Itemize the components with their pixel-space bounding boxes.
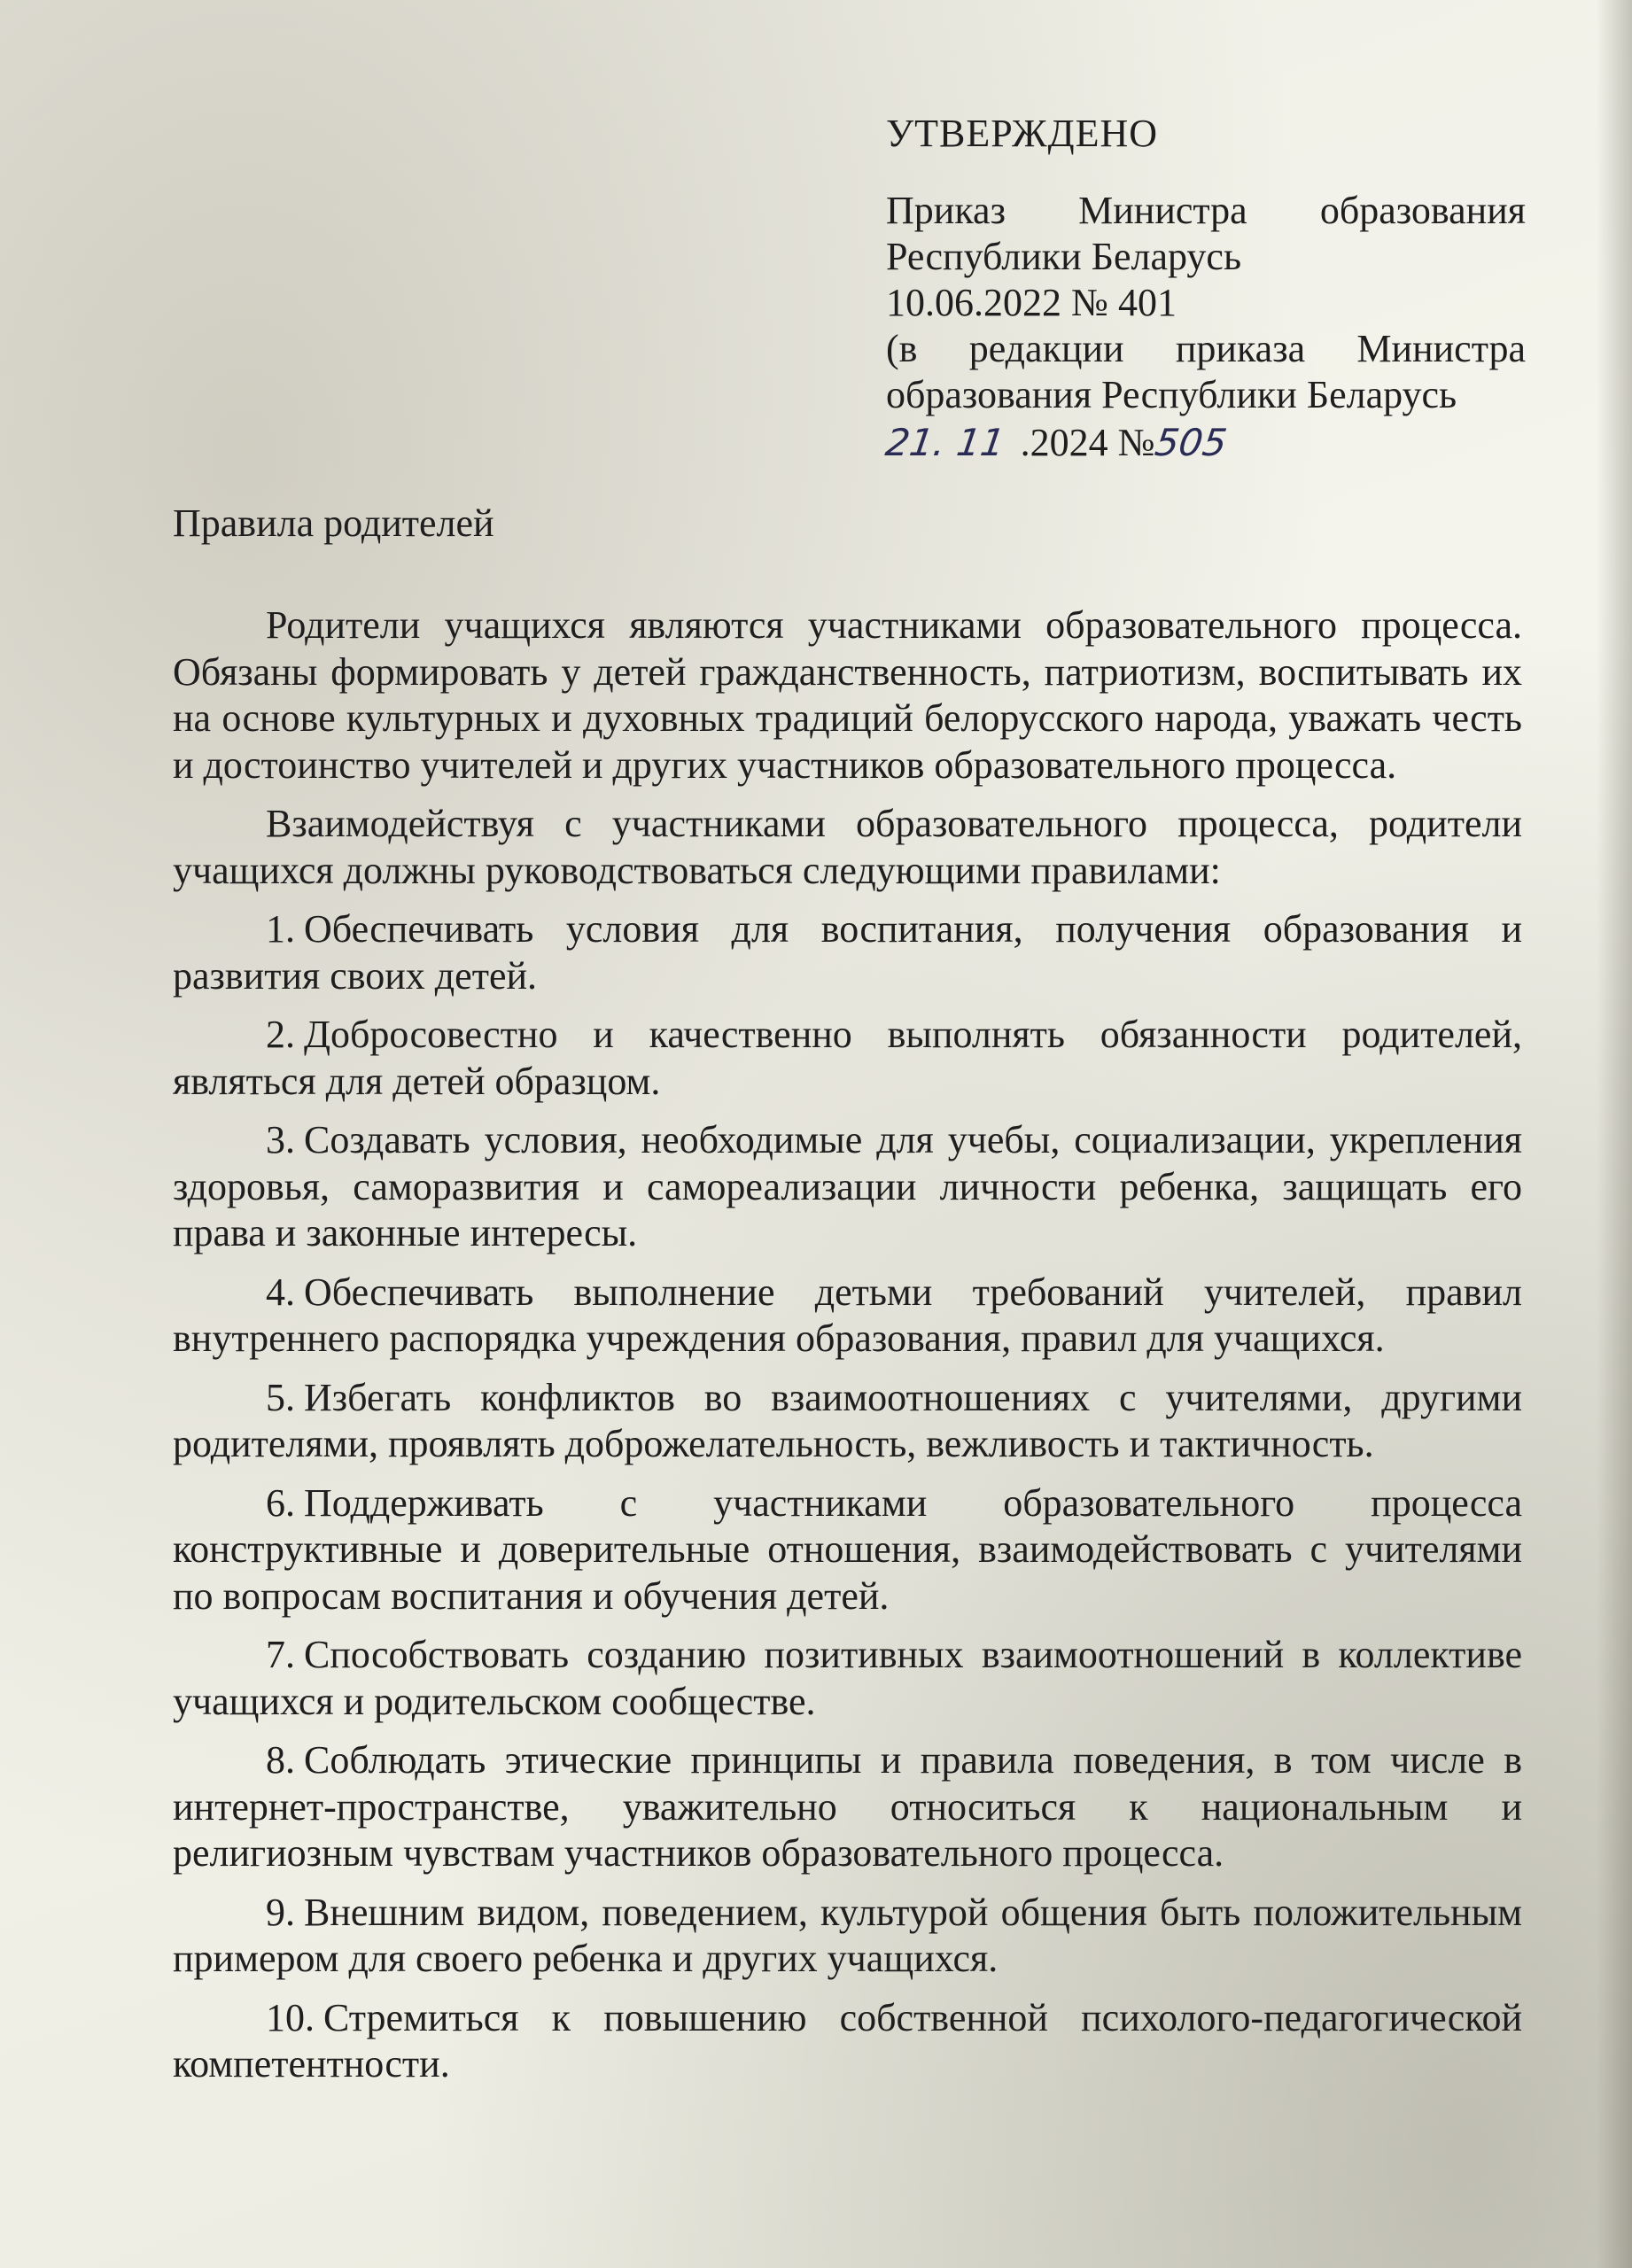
- rule-item: [173, 1995, 1522, 2088]
- rule-item: [173, 1012, 1522, 1105]
- handwritten-number: 505: [1152, 421, 1230, 464]
- intro-paragraph: Родители учащихся являются участниками образовательного процесса. Обязаны формировать у детей гражданственность, патриотизм, воспитывать их на основе культурных и духовных традиций белорусского народа, уважать честь и достоинство учителей и других участников образовательного процесса.: [173, 603, 1522, 787]
- document-title: Правила родителей: [173, 501, 494, 545]
- rule-text: Добросовестно и качественно выполнять обязанности родителей, являться для детей образцом.: [173, 1013, 1522, 1103]
- rule-number: 1.: [266, 907, 295, 951]
- rule-number: 5.: [266, 1375, 295, 1419]
- rule-text: Обеспечивать выполнение детьми требований учителей, правил внутреннего распорядка учреждения образования, правил для учащихся.: [173, 1270, 1522, 1360]
- rule-text: Обеспечивать условия для воспитания, получения образования и развития своих детей.: [173, 907, 1522, 998]
- page-edge-shadow: [1597, 0, 1632, 2268]
- rule-text: Избегать конфликтов во взаимоотношениях с учителями, другими родителями, проявлять доброжелательность, вежливость и тактичность.: [173, 1375, 1522, 1465]
- rule-text: Соблюдать этические принципы и правила поведения, в том числе в интернет-пространстве, уважительно относиться к национальным и религиозным чувствам участников образовательного процесса.: [173, 1738, 1522, 1875]
- rule-text: Стремиться к повышению собственной психолого-педагогической компетентности.: [173, 1995, 1522, 2085]
- printed-date-suffix: .2024 №: [1020, 421, 1155, 464]
- rule-item: [173, 1480, 1522, 1620]
- rule-text: Поддерживать с участниками образовательного процесса конструктивные и доверительные отношения, взаимодействовать с учителями по вопросам воспитания и обучения детей.: [173, 1480, 1522, 1618]
- document-body: [173, 602, 1522, 2101]
- approval-line-1: Приказ Министра образования: [886, 189, 1526, 232]
- rule-number: 3.: [266, 1118, 295, 1161]
- rule-text: Создавать условия, необходимые для учебы, социализации, укрепления здоровья, саморазвития и самореализации личности ребенка, защищать его права и законные интересы.: [173, 1118, 1522, 1254]
- rule-number: 9.: [266, 1890, 295, 1934]
- rule-item: [173, 1270, 1522, 1363]
- amendment-date: [882, 420, 1526, 466]
- rule-number: 6.: [266, 1480, 295, 1525]
- lead-paragraph: Взаимодействуя с участниками образовательного процесса, родители учащихся должны руководствоваться следующими правилами:: [173, 802, 1522, 892]
- rule-item: [173, 1117, 1522, 1257]
- rule-text: Способствовать созданию позитивных взаимоотношений в коллективе учащихся и родительском сообществе.: [173, 1633, 1522, 1723]
- approval-heading: УТВЕРЖДЕНО: [886, 112, 1159, 155]
- rule-item: [173, 1632, 1522, 1725]
- rule-item: [173, 1375, 1522, 1468]
- rule-item: [173, 1890, 1522, 1983]
- approval-line-3: 10.06.2022 № 401: [886, 281, 1177, 324]
- approval-line-2: Республики Беларусь: [886, 235, 1242, 278]
- rule-text: Внешним видом, поведением, культурой общения быть положительным примером для своего ребенка и других учащихся.: [173, 1890, 1522, 1980]
- approval-line-5: образования Республики Беларусь: [886, 373, 1457, 416]
- handwritten-date: 21. 11: [882, 421, 1008, 464]
- rule-number: 8.: [266, 1738, 295, 1782]
- rule-number: 10.: [266, 1995, 315, 2039]
- rule-item: [173, 1737, 1522, 1877]
- rule-number: 4.: [266, 1270, 295, 1314]
- rule-number: 7.: [266, 1633, 295, 1676]
- rule-item: [173, 906, 1522, 999]
- approval-line-4: (в редакции приказа Министра: [886, 327, 1526, 370]
- approval-block: [882, 111, 1526, 466]
- rule-number: 2.: [266, 1013, 295, 1056]
